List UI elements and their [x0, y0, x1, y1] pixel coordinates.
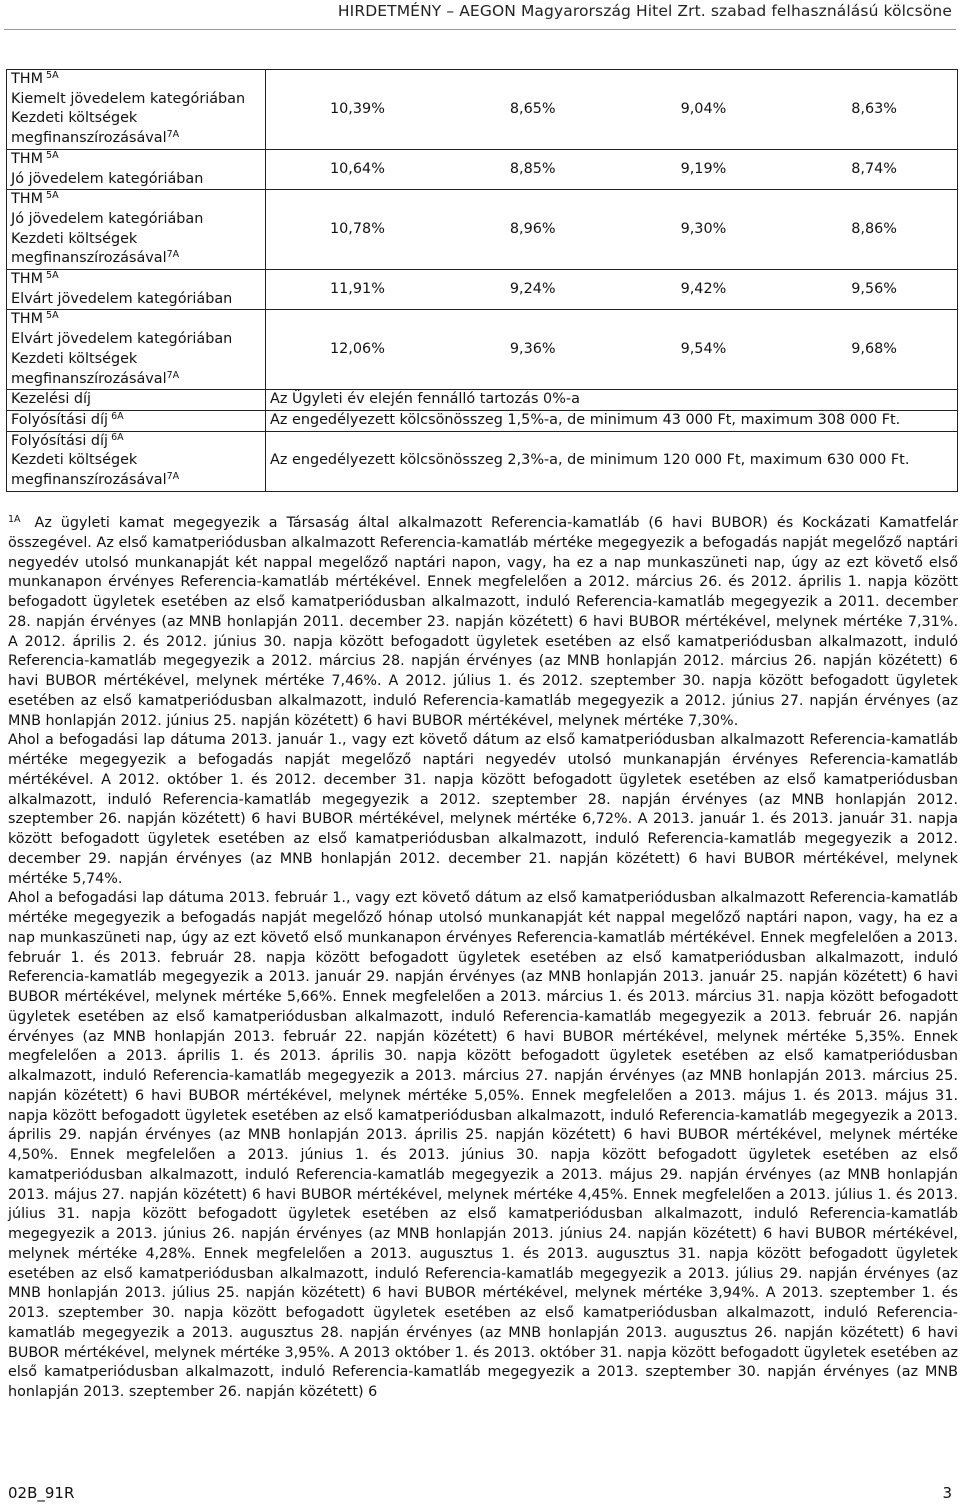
- fee-row: [7, 390, 958, 411]
- label-line: THM: [11, 150, 44, 167]
- footnote-ref: 7A: [166, 249, 180, 261]
- label-line: Jó jövedelem kategóriában: [11, 170, 204, 187]
- rate-values-group: [270, 100, 957, 120]
- label-line: megfinanszírozásával: [11, 472, 167, 489]
- fee-row-3-label: [7, 431, 266, 491]
- footnote-ref: 7A: [166, 129, 180, 141]
- fee-row: [7, 431, 958, 491]
- rate-row-3-label: [7, 190, 266, 270]
- fee-label-text: Folyósítási díj: [11, 411, 109, 428]
- rate-values-group: [270, 280, 957, 300]
- rate-values: [266, 310, 958, 390]
- label-line: THM: [11, 71, 44, 87]
- footnote-paragraph-2: Ahol a befogadási lap dátuma 2013. január 1., vagy ezt követő dátum az első kamatperiódusban alkalmazott Referencia-kamatláb mértéke megegyezik a befogadás napját megelőző naptári negyedév utolsó munkanapján érvényes Referencia-kamatláb mértékével. A 2012. október 1. és 2012. december 31. napja között befogadott ügyletek esetében az első kamatperiódusban alkalmazott, induló Referencia-kamatláb megegyezik a 2012. szeptember 28. napján érvényes (az MNB honlapján 2012. szeptember 26. napján közétett) 6 havi BUBOR mértékével, melynek mértéke 6,72%. A 2013. január 1. és 2013. január 31. napja között befogadott ügyletek esetében az első kamatperiódusban alkalmazott, induló Referencia-kamatláb megegyezik a 2012. december 29. napján érvényes (az MNB honlapján 2012. december 21. napján közétett) 6 havi BUBOR mértékével, melynek mértéke 5,74%.: [8, 732, 958, 887]
- rate-value: 11,91%: [330, 280, 385, 297]
- rate-values-group: [270, 220, 957, 240]
- rate-value: 10,39%: [330, 100, 385, 117]
- fee-value: Az Ügyleti év elején fennálló tartozás 0%-a: [266, 390, 958, 411]
- footnote-mark: 1A: [8, 514, 21, 525]
- rate-value: 8,96%: [509, 220, 556, 237]
- label-line: megfinanszírozásával: [11, 130, 167, 147]
- rate-values: [266, 70, 958, 150]
- footnote-ref: 6A: [108, 431, 124, 443]
- rate-value: 9,68%: [851, 340, 897, 357]
- label-line: Jó jövedelem kategóriában: [11, 210, 204, 227]
- rate-value: 9,24%: [509, 280, 556, 297]
- rate-row-1-label: [7, 70, 266, 150]
- label-line: megfinanszírozásával: [11, 250, 167, 267]
- rate-value: 12,06%: [330, 340, 385, 357]
- rate-row: [7, 310, 958, 390]
- footnote-ref: 6A: [108, 410, 124, 422]
- rate-row-2-label: [7, 149, 266, 189]
- footnote-ref: 5A: [43, 310, 59, 322]
- rate-value: 8,65%: [509, 100, 556, 117]
- footnote-ref: 7A: [166, 369, 180, 381]
- rate-value: 9,19%: [680, 160, 727, 177]
- rate-row: [7, 270, 958, 310]
- label-line: THM: [11, 311, 44, 328]
- label-line: Kezdeti költségek: [11, 452, 138, 469]
- footnote-ref: 5A: [43, 149, 59, 161]
- rate-values: [266, 270, 958, 310]
- rate-value: 10,64%: [330, 160, 385, 177]
- rate-row-4-label: [7, 270, 266, 310]
- rate-values: [266, 190, 958, 270]
- footnote-ref: 5A: [43, 270, 59, 282]
- rates-table: [6, 69, 958, 492]
- page-number: 3: [942, 1484, 952, 1502]
- rate-value: 8,85%: [509, 160, 556, 177]
- label-line: Kiemelt jövedelem kategóriában: [11, 90, 246, 107]
- label-line: megfinanszírozásával: [11, 370, 167, 387]
- rate-values-group: [270, 340, 957, 360]
- fee-value: Az engedélyezett kölcsönösszeg 1,5%-a, de minimum 43 000 Ft, maximum 308 000 Ft.: [266, 410, 958, 431]
- rate-value: 8,74%: [851, 160, 897, 177]
- fee-label: [7, 390, 266, 411]
- page-header: HIRDETMÉNY – AEGON Magyarország Hitel Zrt. szabad felhasználású kölcsöne: [337, 2, 952, 20]
- label-line: Kezdeti költségek: [11, 230, 138, 247]
- footnote-ref: 7A: [166, 471, 180, 483]
- rate-value: 9,36%: [509, 340, 556, 357]
- footnote-block: [8, 514, 958, 1403]
- rate-row: [7, 70, 958, 150]
- header-divider: [4, 29, 956, 30]
- rate-values: [266, 149, 958, 189]
- footnote-paragraph-3: Ahol a befogadási lap dátuma 2013. február 1., vagy ezt követő dátum az első kamatperiódusban alkalmazott Referencia-kamatláb mértéke megegyezik a befogadás napját megelőző hónap utolsó munkanapját két nappal megelőző naptári napon, vagy, ha ez a nap munkaszüneti nap, úgy az ezt követő első munkanapon érvényes Referencia-kamatláb mértékével. Ennek megfelelően a 2013. február 1. és 2013. február 28. napja között befogadott ügyletek esetében az első kamatperiódusban alkalmazott, induló Referencia-kamatláb megegyezik a 2013. január 29. napján érvényes (az MNB honlapján 2013. január 25. napján közétett) 6 havi BUBOR mértékével, melynek mértéke 5,66%. Ennek megfelelően a 2013. március 1. és 2013. március 31. napja között befogadott ügyletek esetében az első kamatperiódusban alkalmazott, induló Referencia-kamatláb megegyezik a 2013. február 26. napján érvényes (az MNB honlapján 2013. február 22. napján közétett) 6 havi BUBOR mértékével, melynek mértéke 5,35%. Ennek megfelelően a 2013. április 1. és 2013. április 30. napja között befogadott ügyletek esetében az első kamatperiódusban alkalmazott, induló Referencia-kamatláb megegyezik a 2013. március 27. napján érvényes (az MNB honlapján 2013. március 25. napján közétett) 6 havi BUBOR mértékével, melynek mértéke 5,05%. Ennek megfelelően a 2013. május 1. és 2013. május 31. napja között befogadott ügyletek esetében az első kamatperiódusban alkalmazott, induló Referencia-kamatláb megegyezik a 2013. április 29. napján érvényes (az MNB honlapján 2013. április 25. napján közétett) 6 havi BUBOR mértékével, melynek mértéke 4,50%. Ennek megfelelően a 2013. június 1. és 2013. június 30. napja között befogadott ügyletek esetében az első kamatperiódusban alkalmazott, induló Referencia-kamatláb megegyezik a 2013. május 29. napján érvényes (az MNB honlapján 2013. május 27. napján közétett) 6 havi BUBOR mértékével, melynek mértéke 4,45%. Ennek megfelelően a 2013. július 1. és 2013. július 31. napja között befogadott ügyletek esetében az első kamatperiódusban alkalmazott, induló Referencia-kamatláb megegyezik a 2013. június 26. napján érvényes (az MNB honlapján 2013. június 24. napján közétett) 6 havi BUBOR mértékével, melynek mértéke 4,28%. Ennek megfelelően a 2013. augusztus 1. és 2013. augusztus 31. napja között befogadott ügyletek esetében az első kamatperiódusban alkalmazott, induló Referencia-kamatláb megegyezik a 2013. július 29. napján érvényes (az MNB honlapján 2013. július 25. napján közétett) 6 havi BUBOR mértékével, melynek mértéke 3,94%. A 2013. szeptember 1. és 2013. szeptember 30. napja között befogadott ügyletek esetében az első kamatperiódusban alkalmazott, induló Referencia-kamatláb megegyezik a 2013. augusztus 28. napján érvényes (az MNB honlapján 2013. augusztus 26. napján közétett) 6 havi BUBOR mértékével, melynek mértéke 3,95%. A 2013 október 1. és 2013. október 31. napja között befogadott ügyletek esetében az első kamatperiódusban alkalmazott, induló Referencia-kamatláb megegyezik a 2013. szeptember 30. napján érvényes (az MNB honlapján 2013. szeptember 26. napján közétett) 6: [8, 890, 958, 1400]
- rate-value: 9,04%: [680, 100, 727, 117]
- label-line: Kezdeti költségek: [11, 110, 138, 127]
- rate-value: 8,86%: [851, 220, 897, 237]
- fee-label: [7, 410, 266, 431]
- rate-value: 9,54%: [680, 340, 727, 357]
- rate-row-5-label: [7, 310, 266, 390]
- rate-value: 9,30%: [680, 220, 727, 237]
- label-line: Elvárt jövedelem kategóriában: [11, 290, 233, 307]
- rate-values-group: [270, 160, 957, 180]
- footnote-text-1: Az ügyleti kamat megegyezik a Társaság által alkalmazott Referencia-kamatláb (6 havi BUBOR) és Kockázati Kamatfelár összegével. Az első kamatperiódusban alkalmazott Referencia-kamatláb mértéke megegyezik a befogadás napját megelőző naptári negyedév utolsó munkanapját két nappal megelőző naptári napon, vagy, ha ez a nap munkaszüneti nap, úgy az ezt követő első munkanapon érvényes Referencia-kamatláb mértékével. Ennek megfelelően a 2012. március 26. és 2012. április 1. napja között befogadott ügyletek esetében az első kamatperiódusban alkalmazott, induló Referencia-kamatláb megegyezik a 2011. december 28. napján érvényes (az MNB honlapján 2011. december 23. napján közétett) 6 havi BUBOR mértékével, melynek mértéke 7,31%. A 2012. április 2. és 2012. június 30. napja között befogadott ügyletek esetében az első kamatperiódusban alkalmazott, induló Referencia-kamatláb megegyezik a 2012. március 28. napján érvényes (az MNB honlapján 2012. március 26. napján közétett) 6 havi BUBOR mértékével, melynek mértéke 7,46%. A 2012. július 1. és 2012. szeptember 30. napja között befogadott ügyletek esetében az első kamatperiódusban alkalmazott, induló Referencia-kamatláb megegyezik a 2012. június 27. napján érvényes (az MNB honlapján 2012. június 25. napján közétett) 6 havi BUBOR mértékével, melynek mértéke 7,30%.: [8, 515, 958, 729]
- label-line: Folyósítási díj: [11, 432, 109, 449]
- label-line: THM: [11, 191, 44, 208]
- footnote-paragraph-1: [8, 514, 958, 731]
- document-code: 02B_91R: [8, 1484, 75, 1502]
- label-line: Kezdeti költségek: [11, 350, 138, 367]
- footnote-ref: 5A: [43, 190, 59, 202]
- label-line: Elvárt jövedelem kategóriában: [11, 331, 233, 348]
- rate-row: [7, 190, 958, 270]
- rate-value: 9,56%: [851, 280, 897, 297]
- footnote-ref: 5A: [43, 70, 59, 81]
- rate-row: [7, 149, 958, 189]
- fee-label-text: Kezelési díj: [11, 391, 92, 408]
- rate-value: 8,63%: [851, 100, 897, 117]
- label-line: THM: [11, 271, 44, 288]
- rate-value: 9,42%: [680, 280, 727, 297]
- fee-row: [7, 410, 958, 431]
- rate-value: 10,78%: [330, 220, 385, 237]
- fee-value: Az engedélyezett kölcsönösszeg 2,3%-a, de minimum 120 000 Ft, maximum 630 000 Ft.: [266, 431, 958, 491]
